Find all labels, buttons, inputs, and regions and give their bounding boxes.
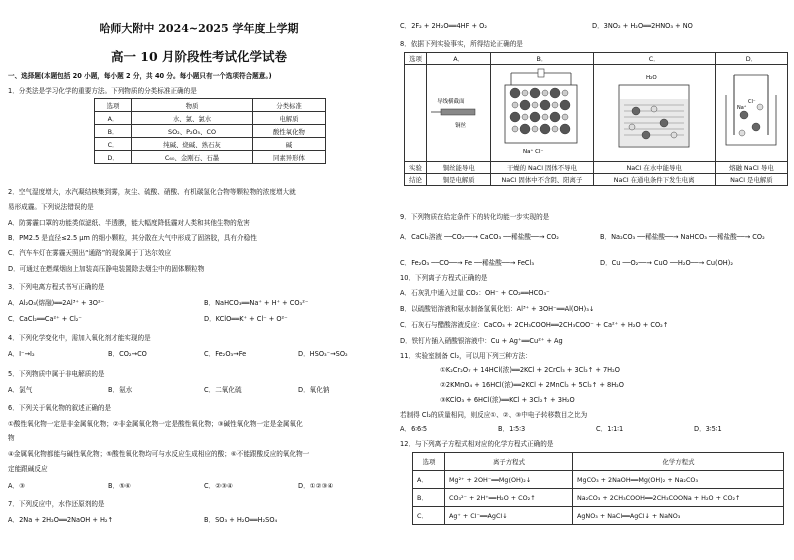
q6-statement-3: ④金属氧化物都能与碱性氧化物；⑤酸性氧化物均可与水反应生成相应的酸；⑥不能跟酸反应的氧化物一 — [8, 450, 310, 458]
q1-cell: SO₂、P₂O₅、CO — [132, 125, 253, 138]
q6-statement-2: 物 — [8, 434, 15, 442]
q4-option-b: B．CO₂→CO — [108, 350, 147, 358]
q6-option-b: B．⑤⑥ — [108, 482, 131, 490]
q8-cell: 实验 — [405, 162, 427, 174]
q12-cell: MgCO₃ + 2NaOH══Mg(OH)₂ + Na₂CO₃ — [573, 471, 784, 489]
q8-header: A． — [427, 53, 491, 65]
q1-header-substance: 物质 — [132, 99, 253, 112]
q1-table-header — [95, 99, 326, 112]
q8-cell: 铜是电解质 — [427, 174, 491, 186]
q9-option-d: D．Cu ──O₂──→ CuO ──H₂O──→ Cu(OH)₂ — [600, 259, 733, 267]
q9-option-a: A．CaCl₂溶液 ──CO₂──→ CaCO₃ ──稀盐酸──→ CO₂ — [400, 233, 559, 241]
table-row — [405, 162, 788, 174]
q4-option-a: A．I⁻→I₂ — [8, 350, 35, 358]
q10-option-c: C．石灰石与醋酸溶液反应：CaCO₃ + 2CH₃COOH══2CH₃COO⁻ + Ca²⁺ + H₂O + CO₂↑ — [400, 321, 669, 329]
q5-option-c: C．二氧化硫 — [204, 386, 242, 394]
q3-option-d: D．KClO══K⁺ + Cl⁻ + O²⁻ — [204, 315, 288, 323]
q12-table — [412, 452, 784, 525]
q1-header-standard: 分类标准 — [252, 99, 325, 112]
q11-reaction-1: ①K₂Cr₂O₇ + 14HCl(浓)══2KCl + 2CrCl₃ + 3Cl₂↑ + 7H₂O — [440, 366, 620, 374]
q6-option-c: C．②③④ — [204, 482, 233, 490]
q4-option-c: C．Fe₂O₃→Fe — [204, 350, 247, 358]
solid-nacl-diagram — [491, 65, 591, 161]
q2-option-c: C．汽车车灯在雾霾天照出“通路”的现象属于丁达尔效应 — [8, 249, 172, 257]
table-row — [413, 489, 784, 507]
q8-diagram-d — [715, 65, 787, 162]
q12-cell: AgNO₃ + NaCl══AgCl↓ + NaNO₃ — [573, 507, 784, 525]
q8-cell: 铜丝能导电 — [427, 162, 491, 174]
q6-statement-4: 定能跟碱反应 — [8, 465, 48, 473]
q12-header: 选项 — [413, 453, 445, 471]
q8-header: D． — [715, 53, 787, 65]
q5-option-b: B．氨水 — [108, 386, 133, 394]
q10-stem: 10．下列离子方程式正确的是 — [400, 274, 488, 282]
q12-cell: A． — [413, 471, 445, 489]
q8-table-header — [405, 53, 788, 65]
q3-option-a: A．Al₂O₃(熔融)══2Al³⁺ + 3O²⁻ — [8, 299, 105, 307]
q5-option-a: A．氯气 — [8, 386, 33, 394]
q12-cell: CO₃²⁻ + 2H⁺══H₂O + CO₂↑ — [445, 489, 573, 507]
ions-label: Na⁺ Cl⁻ — [523, 149, 544, 155]
q12-cell: Na₂CO₃ + 2CH₃COOH══2CH₃COONa + H₂O + CO₂↑ — [573, 489, 784, 507]
na-label: Na⁺ — [736, 105, 747, 111]
q1-cell: C． — [95, 138, 132, 151]
q3-stem: 3．下列电离方程式书写正确的是 — [8, 283, 105, 291]
cl-label: Cl⁻ — [747, 99, 756, 105]
q7-option-c: C．2F₂ + 2H₂O══4HF + O₂ — [400, 22, 487, 30]
q2-stem-2: 易形成霾。下列说法错误的是 — [8, 203, 94, 211]
water-label: H₂O — [645, 75, 657, 81]
q12-cell: B． — [413, 489, 445, 507]
molten-nacl-diagram — [716, 65, 786, 161]
q2-option-b: B．PM2.5 是直径≤2.5 μm 的细小颗粒，其分散在大气中形成了固溶胶，具有介稳性 — [8, 234, 257, 242]
table-row — [95, 138, 326, 151]
q2-option-d: D．可通过在燃煤烟囱上加装高压静电装置除去烟尘中的固体颗粒物 — [8, 265, 205, 273]
q11-option-c: C．1∶1∶1 — [596, 425, 624, 433]
q1-cell: 碱 — [252, 138, 325, 151]
q8-diagram-b — [491, 65, 593, 162]
q8-cell: 熔融 NaCl 导电 — [715, 162, 787, 174]
q7-option-d: D．3NO₂ + H₂O══2HNO₃ + NO — [592, 22, 693, 30]
q8-cell: NaCl 固体中不含阴、阳离子 — [491, 174, 593, 186]
q12-cell: Mg²⁺ + 2OH⁻══Mg(OH)₂↓ — [445, 471, 573, 489]
q1-cell: 纯碱、烧碱、熟石灰 — [132, 138, 253, 151]
q2-stem-1: 2．空气湿度增大，水汽凝结核集到雾，灰尘、硫酸、硝酸、有机碳氢化合物等颗粒物的浓度增大就 — [8, 188, 296, 196]
q8-header: B． — [491, 53, 593, 65]
nacl-solution-diagram — [594, 65, 714, 161]
table-row — [413, 471, 784, 489]
q8-diagram-a — [427, 65, 491, 162]
q7-stem: 7．下列反应中，水作还原剂的是 — [8, 500, 105, 508]
q8-cell: 结论 — [405, 174, 427, 186]
q8-cell: 干燥的 NaCl 固体不导电 — [491, 162, 593, 174]
q12-header: 化学方程式 — [573, 453, 784, 471]
q8-diagram-c — [593, 65, 715, 162]
q5-stem: 5．下列物质中属于非电解质的是 — [8, 370, 105, 378]
q9-option-b: B．Na₂CO₃ ──稀盐酸──→ NaHCO₃ ──稀盐酸──→ CO₂ — [600, 233, 765, 241]
q4-stem: 4．下列化学变化中，需加入氧化剂才能实现的是 — [8, 334, 151, 342]
q8-header: 选项 — [405, 53, 427, 65]
q8-table — [404, 52, 788, 186]
q12-stem: 12．与下列离子方程式相对应的化学方程式正确的是 — [400, 440, 554, 448]
q8-diagram-row — [405, 65, 788, 162]
q8-stem: 8．依据下列实验事实，所得结论正确的是 — [400, 40, 523, 48]
q12-cell: C． — [413, 507, 445, 525]
q1-table — [94, 98, 326, 164]
q12-cell: Ag⁺ + Cl⁻══AgCl↓ — [445, 507, 573, 525]
table-row — [95, 151, 326, 164]
section-heading: 一、选择题(本题包括 20 小题，每小题 2 分，共 40 分。每小题只有一个选项符合题意。) — [8, 72, 272, 80]
q8-cell: NaCl 在水中能导电 — [593, 162, 715, 174]
q11-ask: 若制得 Cl₂的质量相同，则反应①、②、③中电子转移数目之比为 — [400, 411, 588, 419]
q10-option-a: A．石灰乳中通入过量 CO₂：OH⁻ + CO₂══HCO₃⁻ — [400, 289, 550, 297]
q2-option-a: A．防雾霾口罩的功能类似滤纸、半透膜，能大幅度降低霾对人类和其他生物的危害 — [8, 219, 250, 227]
exam-title-line1: 哈师大附中 2024~2025 学年度上学期 — [99, 22, 299, 35]
q11-option-a: A．6∶6∶5 — [400, 425, 428, 433]
q1-cell: A． — [95, 112, 132, 125]
q9-option-c: C．Fe₂O₃ ──CO──→ Fe ──稀盐酸──→ FeCl₃ — [400, 259, 534, 267]
wire-label: 导线横截面 — [437, 99, 465, 105]
copper-label: 铜丝 — [455, 123, 467, 129]
q10-option-d: D．铁钉片插入硝酸银溶液中：Cu + Ag⁺══Cu²⁺ + Ag — [400, 337, 563, 345]
table-row — [95, 112, 326, 125]
q1-cell: 水、氯、氯水 — [132, 112, 253, 125]
q8-diagram-label-cell — [405, 65, 427, 162]
q6-stem: 6．下列关于氧化物的叙述正确的是 — [8, 404, 112, 412]
q8-cell: NaCl 在通电条件下发生电离 — [593, 174, 715, 186]
left-column — [8, 0, 390, 560]
q6-option-a: A．③ — [8, 482, 26, 490]
table-row — [405, 174, 788, 186]
q1-cell: C₆₀、金刚石、石墨 — [132, 151, 253, 164]
q7-option-a: A．2Na + 2H₂O══2NaOH + H₂↑ — [8, 516, 114, 524]
q3-option-b: B．NaHCO₃══Na⁺ + H⁺ + CO₃²⁻ — [204, 299, 309, 307]
q5-option-d: D．氧化钠 — [298, 386, 330, 394]
q11-option-b: B．1∶5∶3 — [498, 425, 526, 433]
q6-statement-1: ①酸性氧化物一定是非金属氧化物；②非金属氧化物一定是酸性氧化物；③碱性氧化物一定是金属氧化 — [8, 420, 303, 428]
q1-cell: B． — [95, 125, 132, 138]
q1-cell: D． — [95, 151, 132, 164]
q4-option-d: D．HSO₃⁻→SO₂ — [298, 350, 348, 358]
q10-option-b: B．以硫酸铝溶液和氨水制备氢氧化铝：Al³⁺ + 3OH⁻══Al(OH)₃↓ — [400, 305, 595, 313]
q6-option-d: D．①②③④ — [298, 482, 334, 490]
table-row — [95, 125, 326, 138]
exam-title-line2: 高一 10 月阶段性考试化学试卷 — [110, 49, 288, 64]
q1-stem: 1．分类法是学习化学的重要方法。下列物质的分类标准正确的是 — [8, 87, 197, 95]
right-column — [400, 0, 788, 560]
q11-stem: 11．实验室制备 Cl₂，可以用下列三种方法： — [400, 352, 532, 360]
q8-header: C． — [593, 53, 715, 65]
q8-cell: NaCl 是电解质 — [715, 174, 787, 186]
q3-option-c: C．CaCl₂══Ca²⁺ + Cl₂⁻ — [8, 315, 82, 323]
q1-cell: 电解质 — [252, 112, 325, 125]
q11-reaction-2: ②2KMnO₄ + 16HCl(浓)══2KCl + 2MnCl₂ + 5Cl₂↑ + 8H₂O — [440, 381, 624, 389]
q12-table-header — [413, 453, 784, 471]
q11-option-d: D．3∶5∶1 — [694, 425, 722, 433]
q1-cell: 酸性氧化物 — [252, 125, 325, 138]
table-row — [413, 507, 784, 525]
q9-stem: 9．下列物质在给定条件下的转化均能一步实现的是 — [400, 213, 550, 221]
copper-wire-diagram — [427, 65, 489, 161]
q1-header-option: 选项 — [95, 99, 132, 112]
q1-cell: 同素异形体 — [252, 151, 325, 164]
q12-header: 离子方程式 — [445, 453, 573, 471]
q7-option-b: B．SO₃ + H₂O══H₂SO₄ — [204, 516, 278, 524]
q11-reaction-3: ③KClO₃ + 6HCl(浓)══KCl + 3Cl₂↑ + 3H₂O — [440, 396, 575, 404]
